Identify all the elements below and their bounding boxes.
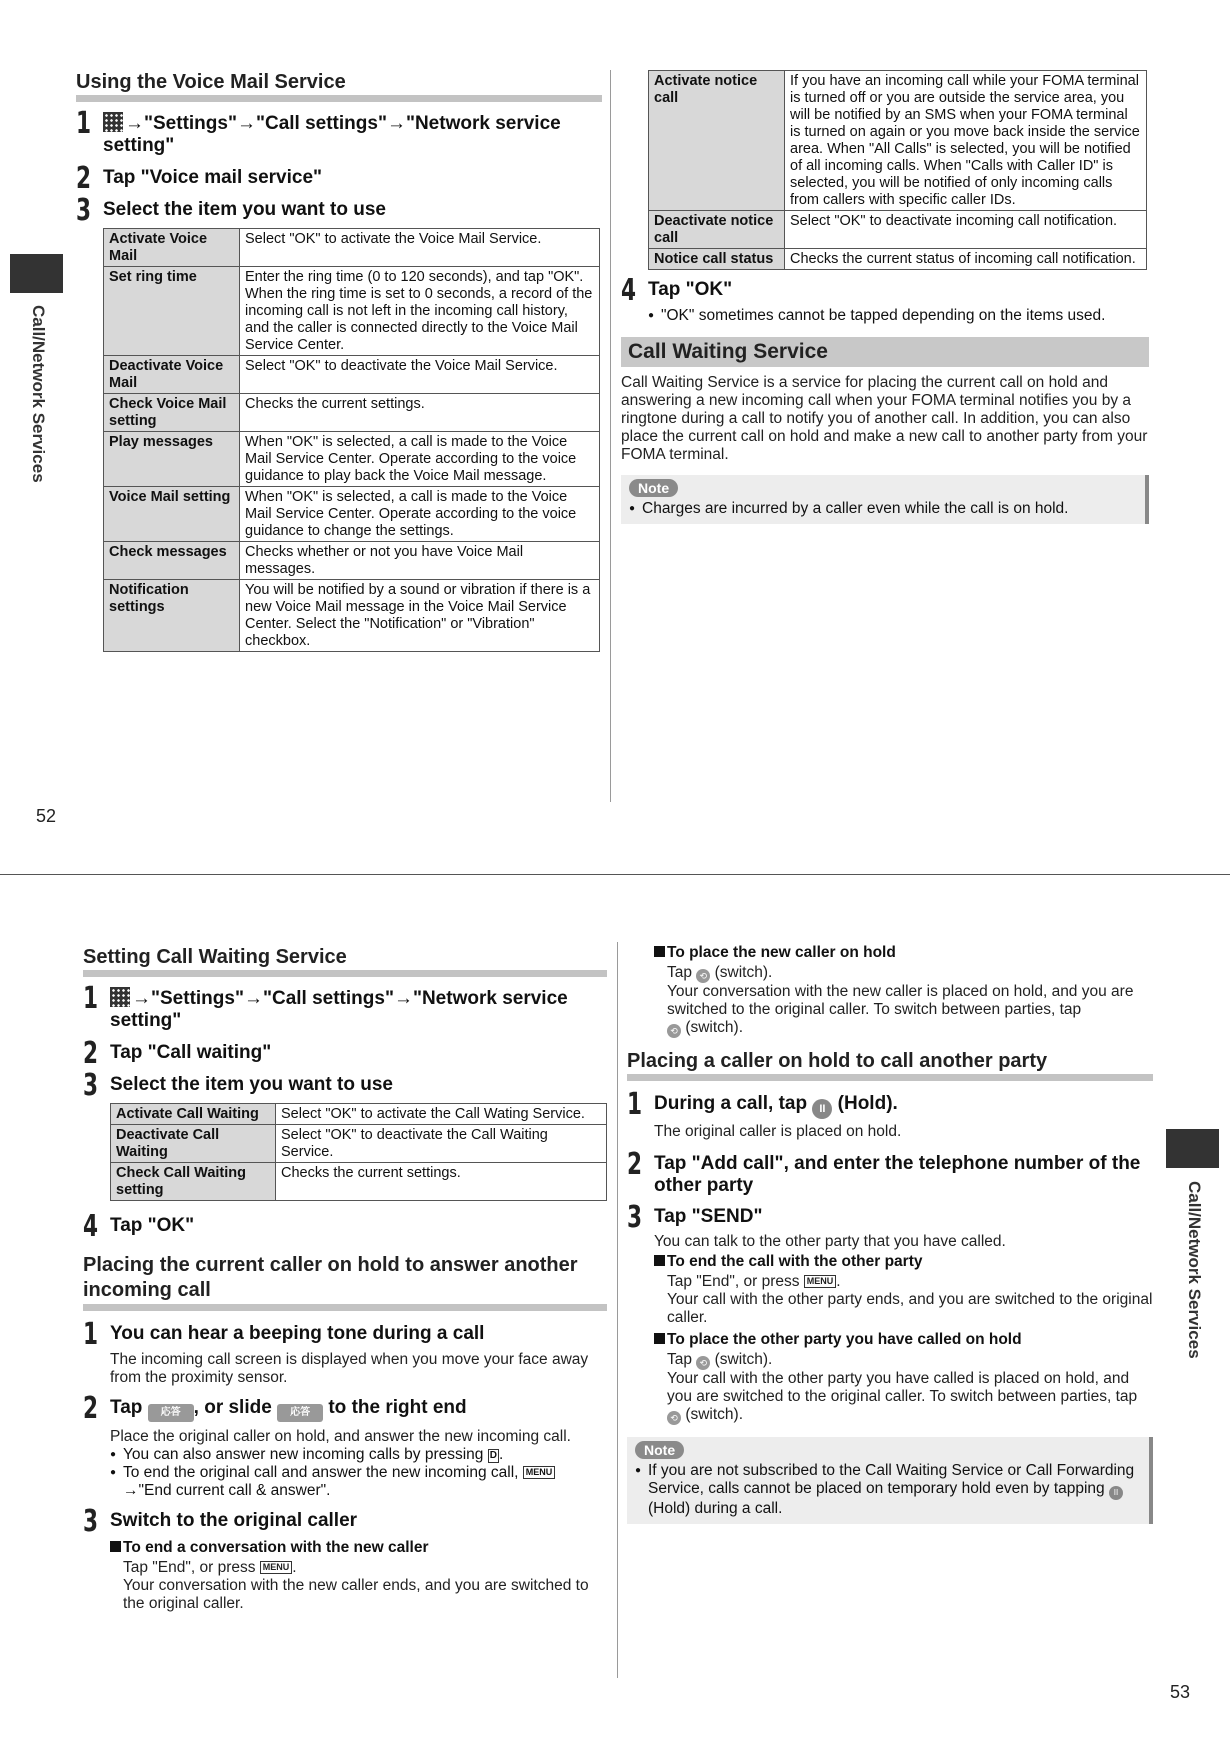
sub-heading-text: To place the other party you have called on hold — [667, 1331, 1022, 1348]
table-value: Select "OK" to activate the Call Wating Service. — [276, 1104, 607, 1125]
table-row — [104, 542, 600, 580]
step-3 — [627, 1200, 1153, 1425]
step-number: 2 — [76, 161, 92, 196]
step-2 — [76, 161, 602, 196]
step-text: During a call, tap — [654, 1093, 808, 1114]
table-value: Checks the current status of incoming call notification. — [785, 249, 1147, 270]
table-key: Notice call status — [649, 249, 785, 270]
table-row — [104, 267, 600, 356]
call-waiting-banner: Call Waiting Service — [621, 337, 1149, 367]
table-key: Check messages — [104, 542, 240, 580]
step-number: 1 — [76, 106, 92, 141]
step-bullet: ● "OK" sometimes cannot be tapped depending on the items used. — [648, 307, 1149, 325]
table-row — [104, 229, 600, 267]
table-key: Check Voice Mail setting — [104, 394, 240, 432]
step-body: The original caller is placed on hold. — [654, 1123, 902, 1140]
table-row — [111, 1163, 607, 1201]
side-tab-bottom — [1166, 1129, 1219, 1168]
hold-icon: II — [1109, 1486, 1123, 1500]
apps-grid-icon — [110, 987, 130, 1007]
bullet-text: You can also answer new incoming calls by pressing — [123, 1446, 484, 1463]
call-waiting-options-table — [110, 1103, 607, 1201]
table-row — [649, 71, 1147, 211]
step-number: 2 — [83, 1036, 99, 1071]
step-2 — [83, 1391, 607, 1500]
column-divider-top — [610, 70, 611, 802]
table-key: Activate Voice Mail — [104, 229, 240, 267]
sub-body — [654, 964, 1153, 983]
step-2 — [627, 1147, 1153, 1197]
sub-body-text: (switch). — [714, 1351, 773, 1368]
d-key-icon: D — [489, 1450, 497, 1461]
menu-key-icon: MENU — [260, 1561, 293, 1574]
table-value: Checks the current settings. — [276, 1163, 607, 1201]
bullet-text: To end the original call and answer the new incoming call, — [123, 1464, 519, 1481]
sub-body-text: (switch). — [685, 1019, 744, 1036]
table-key: Activate notice call — [649, 71, 785, 211]
note-text: ● Charges are incurred by a caller even while the call is on hold. — [629, 500, 1137, 518]
column-divider-bottom — [617, 942, 618, 1678]
step-text: You can hear a beeping tone during a call — [110, 1323, 485, 1344]
section-title: Setting Call Waiting Service — [83, 945, 607, 977]
sub-body-text: Tap "End", or press — [123, 1559, 256, 1576]
menu-key-icon: MENU — [523, 1466, 556, 1479]
setting-call-waiting-section — [83, 945, 607, 1613]
table-row — [104, 580, 600, 652]
step-text: →"Settings"→"Call settings"→"Network service setting" — [103, 113, 561, 156]
step-number: 4 — [621, 273, 637, 308]
side-label-bottom: Call/Network Services — [1185, 1181, 1204, 1359]
table-value: Select "OK" to deactivate incoming call notification. — [785, 211, 1147, 249]
side-label-top: Call/Network Services — [29, 305, 48, 483]
step-text: Tap "Voice mail service" — [103, 167, 323, 188]
step-1 — [83, 981, 607, 1032]
step-number: 1 — [627, 1087, 643, 1122]
table-key: Set ring time — [104, 267, 240, 356]
step-text: Select the item you want to use — [110, 1074, 393, 1095]
table-value: Checks whether or not you have Voice Mail messages. — [240, 542, 600, 580]
sub-body-text: Your call with the other party you have called is placed on hold, and you are switched to the original caller. To switch between parties, tap — [667, 1370, 1138, 1405]
table-value: Select "OK" to activate the Voice Mail Service. — [240, 229, 600, 267]
answer-icon: 応答 — [148, 1404, 194, 1422]
step-number: 3 — [83, 1504, 99, 1539]
page-number-53: 53 — [1170, 1682, 1191, 1702]
table-key: Deactivate notice call — [649, 211, 785, 249]
sub-body — [654, 1351, 1153, 1370]
sub-heading — [654, 1253, 1153, 1271]
step-3 — [76, 193, 602, 228]
table-row — [104, 356, 600, 394]
step-body: Place the original caller on hold, and answer the new incoming call. — [110, 1428, 571, 1445]
step-3 — [83, 1068, 607, 1103]
sub-heading — [654, 1331, 1153, 1349]
step-number: 2 — [83, 1391, 99, 1426]
sub-body — [654, 1370, 1153, 1425]
bullet-text: →"End current call & answer". — [123, 1482, 331, 1499]
table-key: Voice Mail setting — [104, 487, 240, 542]
step-1 — [627, 1087, 1153, 1141]
step-body: The incoming call screen is displayed when you move your face away from the proximity sensor. — [110, 1351, 589, 1386]
step-text: Tap — [110, 1397, 143, 1418]
table-key: Notification settings — [104, 580, 240, 652]
step-1 — [76, 106, 602, 157]
sub-body — [654, 983, 1153, 1038]
sub-body-text: Tap — [667, 1351, 692, 1368]
table-value: Select "OK" to deactivate the Voice Mail Service. — [240, 356, 600, 394]
sub-body-text: (switch). — [714, 964, 773, 981]
note-text-part: (Hold) during a call. — [648, 1500, 783, 1517]
sub-body-text: Tap — [667, 964, 692, 981]
switch-icon: ⟲ — [667, 1411, 681, 1425]
square-bullet-icon — [654, 946, 665, 957]
table-value: Select "OK" to deactivate the Call Waiting Service. — [276, 1125, 607, 1163]
switch-icon: ⟲ — [696, 969, 710, 983]
section-title: Using the Voice Mail Service — [76, 70, 602, 102]
sub-body: Your call with the other party ends, and you are switched to the original caller. — [667, 1291, 1153, 1326]
step-bullet: ● You can also answer new incoming calls by pressing D . — [110, 1446, 607, 1464]
step-number: 3 — [76, 193, 92, 228]
sub-heading-text: To place the new caller on hold — [667, 944, 896, 961]
step-text: to the right end — [328, 1397, 467, 1418]
section-title: Placing a caller on hold to call another party — [627, 1049, 1153, 1081]
table-value: Enter the ring time (0 to 120 seconds), and tap "OK". When the ring time is set to 0 seconds, a record of the incoming call is not left in the incoming call history, and the caller is connected directly to the Voice Mail Service Center. — [240, 267, 600, 356]
hold-call-section — [627, 944, 1153, 1524]
call-waiting-body: Call Waiting Service is a service for placing the current call on hold and answering a new incoming call when your FOMA terminal notifies you by a ringtone during a call to notify you of another call. In addition, you can also place the current call on hold and make a new call to another party from your FOMA terminal. — [621, 374, 1148, 463]
step-4 — [621, 273, 1149, 325]
step-text: Tap "SEND" — [654, 1206, 763, 1227]
switch-icon: ⟲ — [667, 1024, 681, 1038]
square-bullet-icon — [654, 1333, 665, 1344]
table-value: Checks the current settings. — [240, 394, 600, 432]
table-key: Deactivate Voice Mail — [104, 356, 240, 394]
step-number: 1 — [83, 981, 99, 1016]
note-badge: Note — [629, 479, 678, 497]
step-number: 3 — [83, 1068, 99, 1103]
side-tab-top — [10, 254, 63, 293]
sub-heading-text: To end a conversation with the new caller — [123, 1539, 429, 1556]
square-bullet-icon — [654, 1255, 665, 1266]
step-text: Tap "OK" — [110, 1215, 195, 1236]
sub-body: Tap "End", or press MENU . — [123, 1559, 297, 1576]
note-box — [627, 1437, 1153, 1524]
step-3 — [83, 1504, 607, 1613]
note-text-part: If you are not subscribed to the Call Waiting Service or Call Forwarding Service, calls cannot be placed on temporary hold even by tapping — [648, 1462, 1135, 1497]
sub-heading — [654, 944, 1153, 962]
step-number: 4 — [83, 1209, 99, 1244]
voice-mail-options-table — [103, 228, 600, 652]
square-bullet-icon — [110, 1541, 121, 1552]
table-row — [111, 1125, 607, 1163]
table-value: You will be notified by a sound or vibration if there is a new Voice Mail message in the Voice Mail Service Center. Select the "Notification" or "Vibration" checkbox. — [240, 580, 600, 652]
step-text: Tap "Add call", and enter the telephone number of the other party — [654, 1153, 1141, 1196]
step-text: , or slide — [193, 1397, 272, 1418]
table-value: When "OK" is selected, a call is made to the Voice Mail Service Center. Operate according to the voice guidance to play back the Voice Mail message. — [240, 432, 600, 487]
step-1 — [83, 1317, 607, 1387]
sub-body-text: Tap "End", or press — [667, 1273, 800, 1290]
note-text — [635, 1462, 1141, 1518]
table-row — [104, 487, 600, 542]
note-box — [621, 475, 1149, 524]
step-body: You can talk to the other party that you have called. — [654, 1233, 1006, 1250]
sub-body-text: Your conversation with the new caller is placed on hold, and you are switched to the original caller. To switch between parties, tap — [667, 983, 1134, 1018]
sub-body-text: (switch). — [685, 1406, 744, 1423]
page-separator — [0, 874, 1230, 875]
step-number: 1 — [83, 1317, 99, 1352]
table-key: Deactivate Call Waiting — [111, 1125, 276, 1163]
step-number: 3 — [627, 1200, 643, 1235]
switch-icon: ⟲ — [696, 1356, 710, 1370]
step-4 — [83, 1209, 607, 1244]
table-row — [104, 432, 600, 487]
menu-key-icon: MENU — [804, 1275, 837, 1288]
table-key: Check Call Waiting setting — [111, 1163, 276, 1201]
step-text: Tap "OK" — [648, 279, 733, 300]
notice-call-section — [621, 70, 1149, 524]
table-row — [649, 249, 1147, 270]
sub-heading-text: To end the call with the other party — [667, 1253, 923, 1270]
table-key: Activate Call Waiting — [111, 1104, 276, 1125]
step-bullet — [110, 1464, 607, 1500]
sub-body: Tap "End", or press MENU . — [667, 1273, 841, 1290]
table-value: When "OK" is selected, a call is made to the Voice Mail Service Center. Operate according to the voice guidance to change the settings. — [240, 487, 600, 542]
table-row — [111, 1104, 607, 1125]
step-number: 2 — [627, 1147, 643, 1182]
step-text: Select the item you want to use — [103, 199, 386, 220]
table-key: Play messages — [104, 432, 240, 487]
note-badge: Note — [635, 1441, 684, 1459]
apps-grid-icon — [103, 112, 123, 132]
step-text: Switch to the original caller — [110, 1510, 358, 1531]
section-title-hold-answer: Placing the current caller on hold to answer another incoming call — [83, 1253, 607, 1311]
table-row — [649, 211, 1147, 249]
sub-heading — [110, 1539, 607, 1557]
table-value: If you have an incoming call while your FOMA terminal is turned off or you are outside the service area, you will be notified by an SMS when your FOMA terminal is turned on again or you move back inside the service area. When "All Calls" is selected, you will be notified of all incoming calls. When "Calls with Caller ID" is selected, you will be notified of only incoming calls from callers with specific caller IDs. — [785, 71, 1147, 211]
step-text: (Hold). — [837, 1093, 898, 1114]
notice-call-table — [648, 70, 1147, 270]
hold-icon: II — [812, 1099, 832, 1119]
sub-body: Your conversation with the new caller ends, and you are switched to the original caller. — [123, 1577, 589, 1612]
step-text: →"Settings"→"Call settings"→"Network service setting" — [110, 988, 568, 1031]
slide-answer-icon: 応答 — [277, 1404, 323, 1422]
step-text: Tap "Call waiting" — [110, 1042, 272, 1063]
page-number-52: 52 — [36, 806, 57, 826]
voice-mail-section — [76, 70, 602, 652]
step-2 — [83, 1036, 607, 1071]
table-row — [104, 394, 600, 432]
